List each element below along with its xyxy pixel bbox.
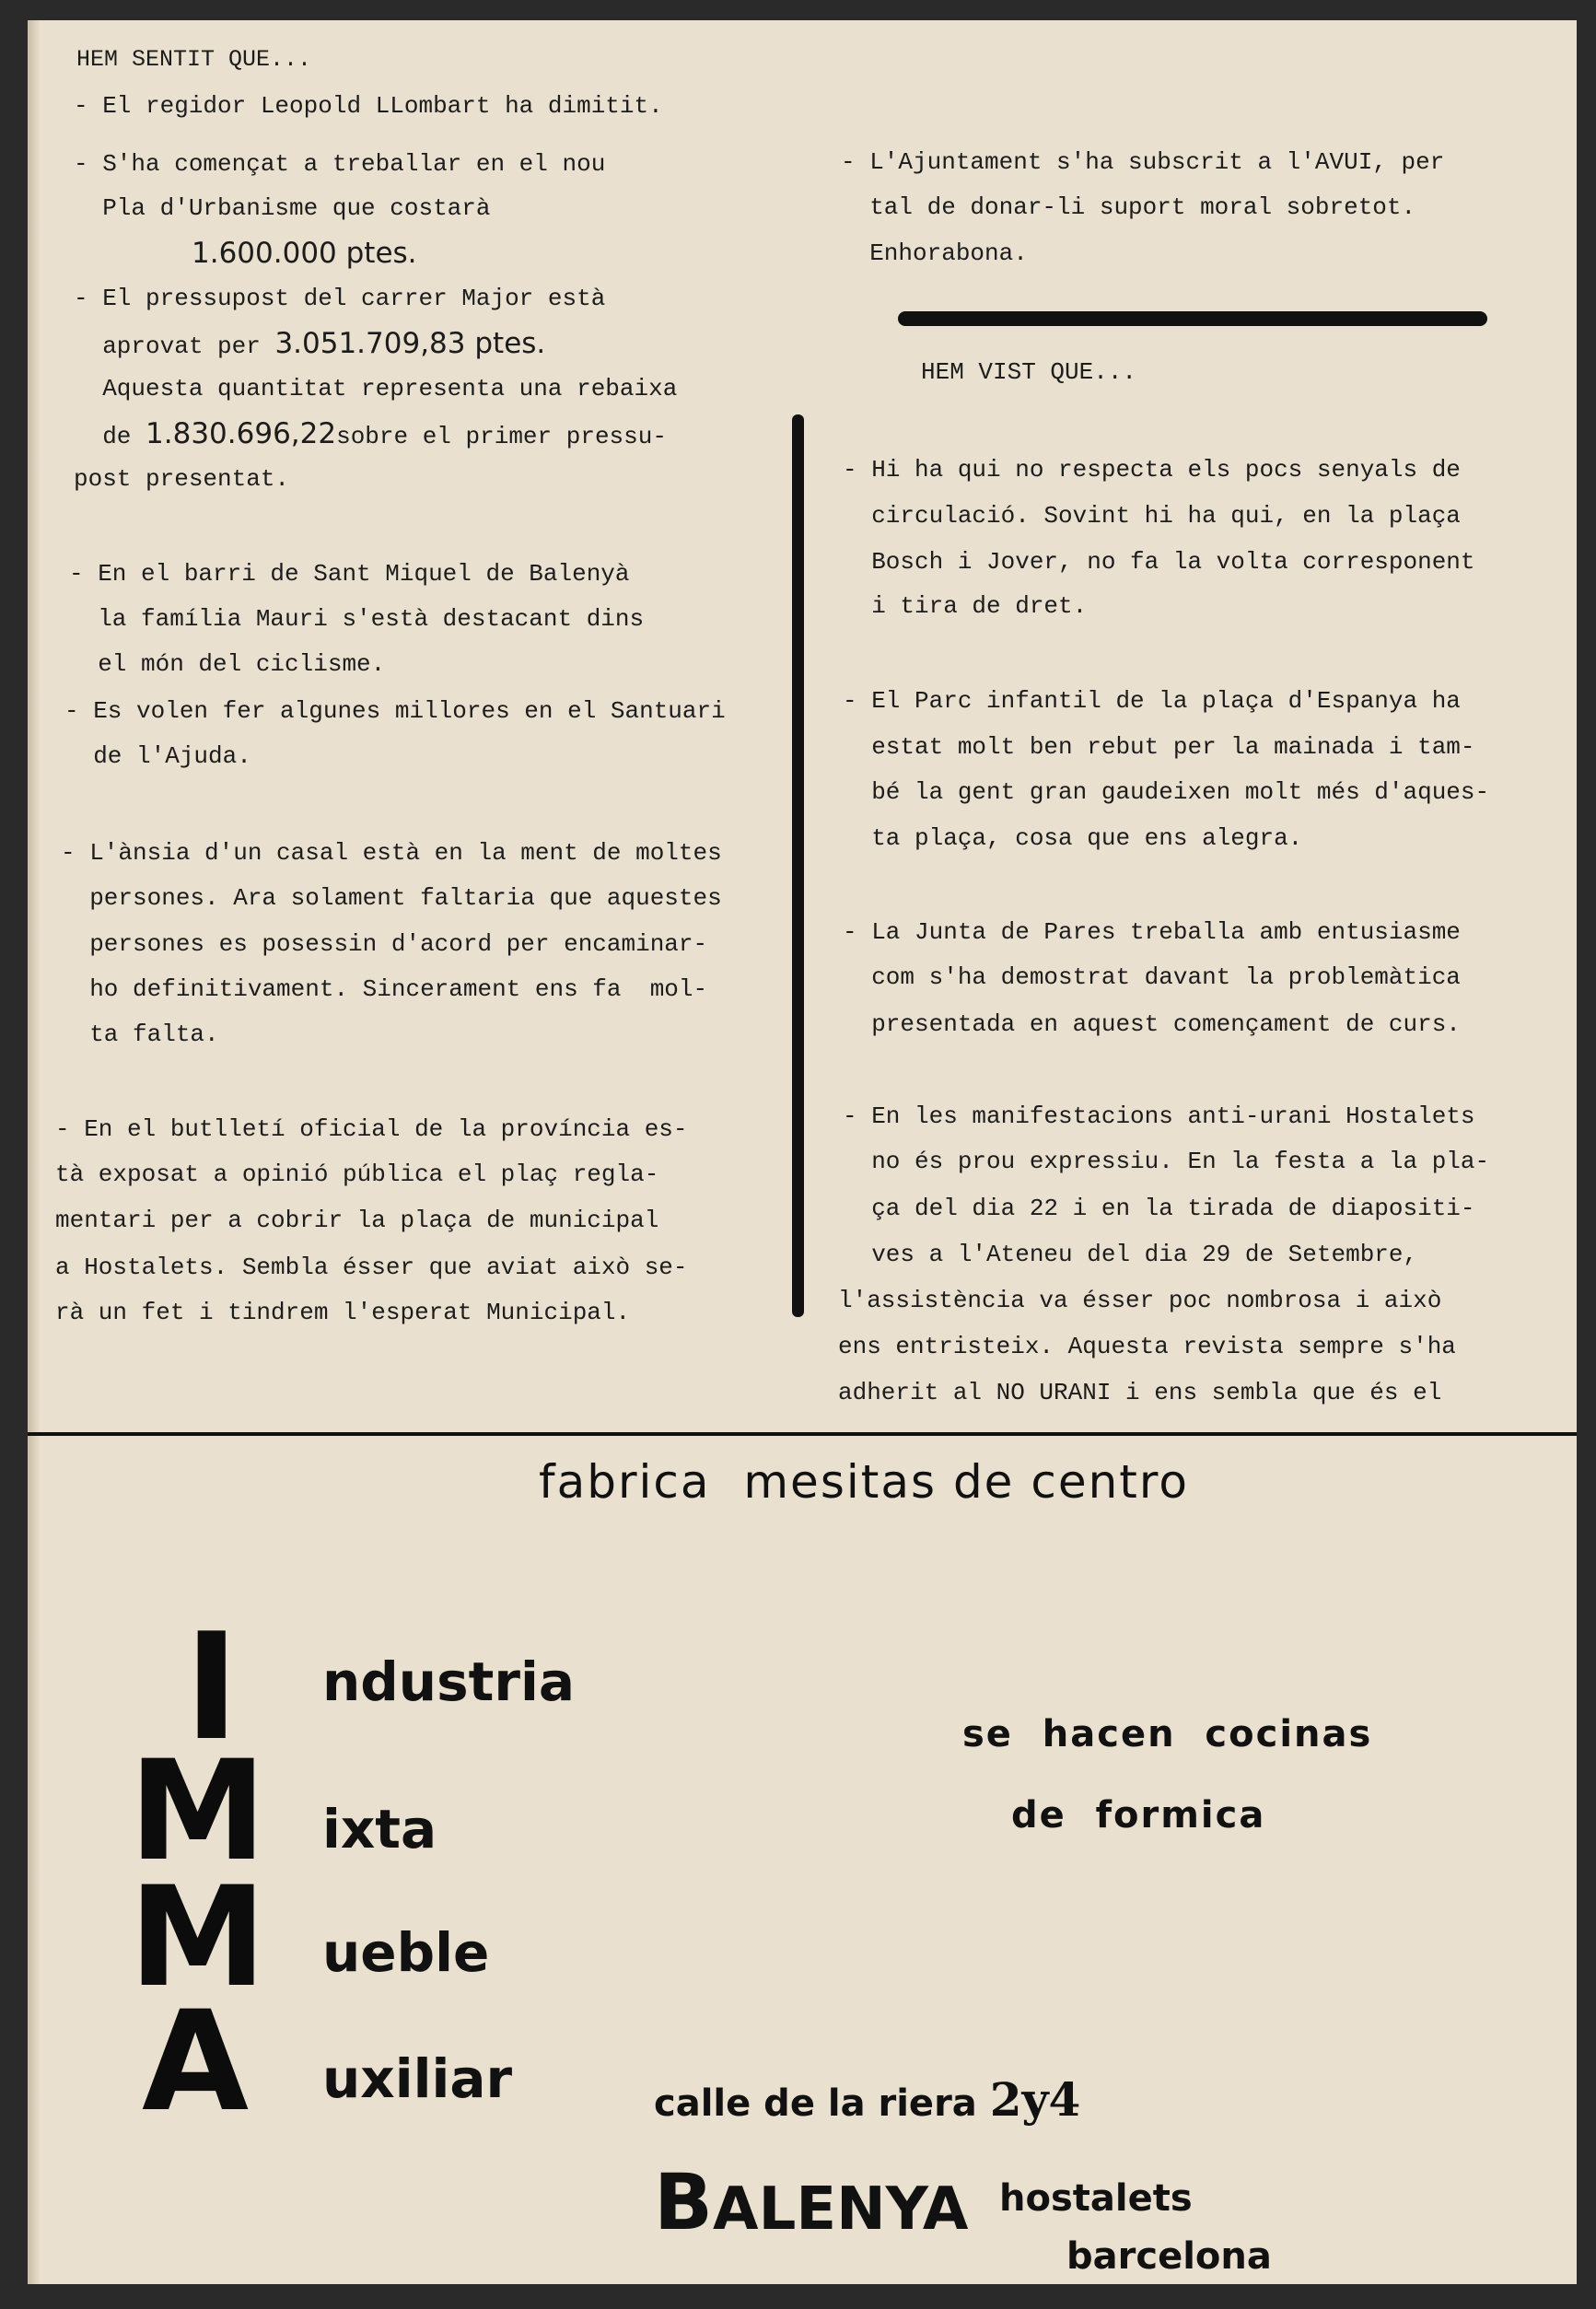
heading-hem-sentit: HEM SENTIT QUE...: [76, 46, 312, 73]
ad-letter-i: I: [184, 1601, 239, 1773]
news-item-text: - El Parc infantil de la plaça d'Espanya ha: [843, 687, 1461, 715]
news-item-text: rà un fet i tindrem l'esperat Municipal.: [55, 1299, 631, 1326]
news-item-text: - En el barri de Sant Miquel de Balenyà: [69, 560, 630, 588]
news-item-text: Enhorabona.: [841, 239, 1028, 267]
ad-word-auxiliar: uxiliar: [322, 2047, 513, 2110]
ad-word-mixta: ixta: [322, 1798, 437, 1860]
news-item-text: - Es volen fer algunes millores en el Santuari: [64, 697, 726, 725]
ad-street-number: 2y4: [989, 2072, 1081, 2127]
ad-town-name: [654, 2157, 968, 2247]
news-item-text: - La Junta de Pares treballa amb entusiasme: [843, 918, 1461, 946]
magazine-page: [28, 20, 1577, 2284]
news-item-text: ça del dia 22 i en la tirada de diapositi-: [843, 1195, 1475, 1222]
section-rule: [28, 1432, 1577, 1436]
news-item-text: - En el butlletí oficial de la província es-: [55, 1115, 688, 1143]
amount-text: 1.830.696,22: [146, 417, 337, 450]
news-item-text: - El pressupost del carrer Major està: [74, 285, 606, 312]
amount-text: 3.051.709,83 ptes.: [274, 327, 546, 360]
ad-cocinas-line2: de formica: [1011, 1794, 1266, 1837]
news-item-text: tà exposat a opinió pública el plaç regla-: [55, 1160, 659, 1188]
news-item-text: de: [74, 423, 146, 450]
news-item-text: a Hostalets. Sembla ésser que aviat això se-: [55, 1254, 688, 1281]
news-item-text: adherit al NO URANI i ens sembla que és el: [838, 1379, 1442, 1406]
news-item-text: l'assistència va ésser poc nombrosa i això: [838, 1287, 1442, 1314]
news-item-text: no és prou expressiu. En la festa a la pla-: [843, 1148, 1490, 1175]
news-item-text: persones es posessin d'acord per encaminar-: [61, 930, 708, 958]
news-item-text: Aquesta quantitat representa una rebaixa: [74, 375, 678, 402]
ad-cocinas-line1: se hacen cocinas: [962, 1713, 1373, 1755]
section-divider-bar: [898, 311, 1487, 326]
news-item-text: - En les manifestacions anti-urani Hostalets: [843, 1102, 1475, 1130]
ad-word-mueble: ueble: [322, 1921, 490, 1984]
ad-letter-m: M: [129, 1858, 263, 2018]
news-item-text: post presentat.: [74, 465, 290, 493]
heading-hem-vist: HEM VIST QUE...: [921, 358, 1137, 386]
ad-letter-m: M: [129, 1732, 263, 1892]
news-item-text: Pla d'Urbanisme que costarà: [74, 194, 491, 222]
news-item-text: com s'ha demostrat davant la problemàtica: [843, 963, 1461, 991]
news-item-text: [74, 412, 667, 461]
news-item-text: circulació. Sovint hi ha qui, en la plaça: [843, 502, 1461, 530]
news-item-text: bé la gent gran gaudeixen molt més d'aques-: [843, 778, 1490, 806]
amount-text: 1.600.000 ptes.: [192, 237, 417, 270]
column-divider: [792, 414, 804, 1317]
news-item-text: el món del ciclisme.: [69, 650, 386, 678]
news-item-text: estat molt ben rebut per la mainada i tam-: [843, 733, 1475, 761]
page-spine-shadow: [28, 20, 41, 2284]
news-item-text: mentari per a cobrir la plaça de municipal: [55, 1207, 659, 1234]
ad-tagline: fabrica mesitas de centro: [539, 1455, 1189, 1509]
news-item-text: i tira de dret.: [843, 592, 1088, 620]
ad-town-initial: B: [654, 2157, 714, 2247]
news-item-text: - L'Ajuntament s'ha subscrit a l'AVUI, per: [841, 148, 1445, 176]
news-item-text: [74, 321, 545, 370]
ad-place-hostalets: hostalets: [999, 2177, 1193, 2220]
ad-street-address: [654, 2072, 1080, 2127]
news-item-text: sobre el primer pressu-: [336, 423, 667, 450]
news-item-text: presentada en aquest començament de curs.: [843, 1010, 1461, 1038]
ad-letter-a: A: [142, 1982, 250, 2142]
news-item-text: - L'ànsia d'un casal està en la ment de moltes: [61, 839, 722, 867]
news-item-text: ho definitivament. Sincerament ens fa mol-: [61, 975, 708, 1003]
news-item-text: tal de donar-li suport moral sobretot.: [841, 193, 1416, 221]
news-item-text: - Hi ha qui no respecta els pocs senyals de: [843, 456, 1461, 484]
news-item-text: ta falta.: [61, 1020, 219, 1048]
news-item-text: Bosch i Jover, no fa la volta corresponent: [843, 548, 1475, 576]
news-item-text: la família Mauri s'està destacant dins: [69, 605, 645, 633]
ad-town-rest: ALENYA: [713, 2175, 969, 2244]
news-item-text: de l'Ajuda.: [64, 742, 251, 770]
news-item-text: persones. Ara solament faltaria que aquestes: [61, 884, 722, 912]
ad-place-barcelona: barcelona: [1066, 2235, 1272, 2278]
news-item-text: - El regidor Leopold LLombart ha dimitit.: [74, 92, 663, 120]
ad-word-industria: ndustria: [322, 1650, 575, 1713]
news-item-text: ves a l'Ateneu del dia 29 de Setembre,: [843, 1241, 1418, 1268]
news-item-text: - S'ha començat a treballar en el nou: [74, 150, 606, 178]
news-item-text: aprovat per: [74, 332, 275, 360]
news-item-text: ens entristeix. Aquesta revista sempre s'ha: [838, 1333, 1456, 1360]
news-item-text: ta plaça, cosa que ens alegra.: [843, 824, 1303, 852]
ad-street-name: calle de la riera: [654, 2082, 990, 2125]
